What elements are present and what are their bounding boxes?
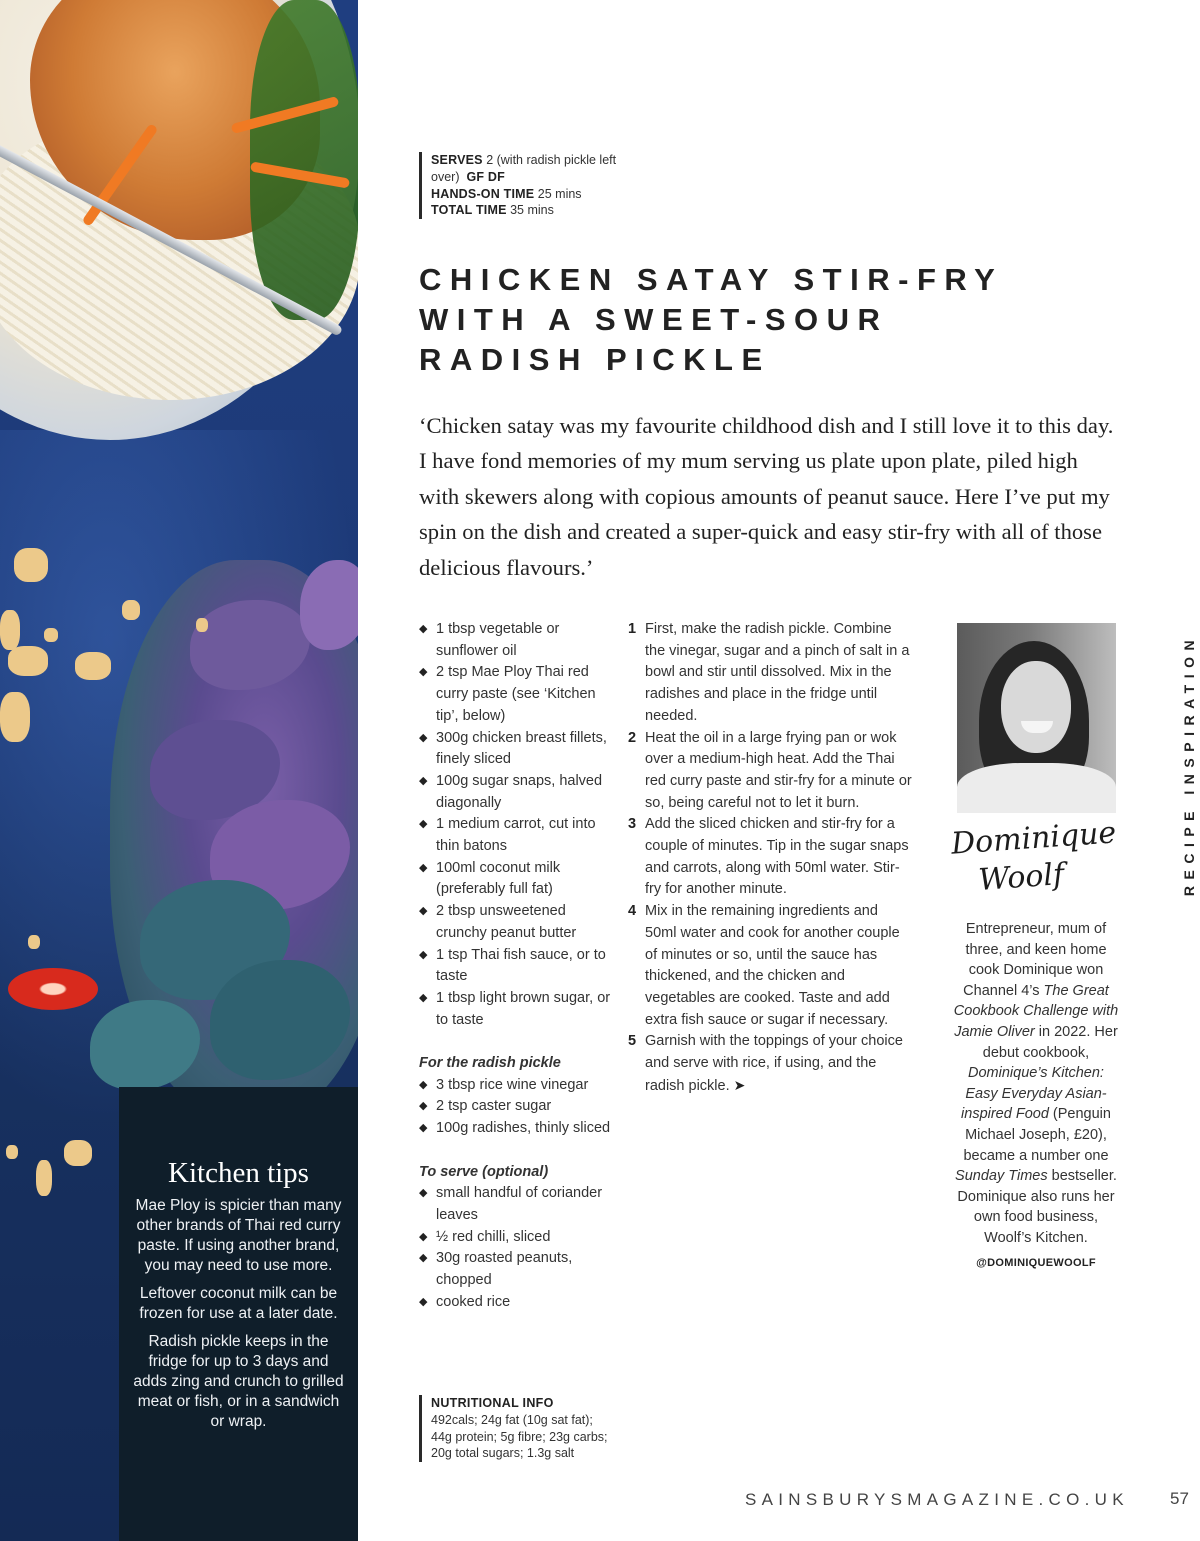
peanut xyxy=(75,652,111,680)
ingredient-item: ◆ 3 tbsp rice wine vinegar xyxy=(419,1075,619,1097)
intro-quote: ‘Chicken satay was my favourite childhood dish and I still love it to this day. I have fond memories of my mum serving us plate upon plate, piled high with skewers along with copious amounts of peanut sauce. Here I’ve put my spin on the dish and created a super-quick and easy stir-fry with all of those delicious flavours.’ xyxy=(419,413,1114,580)
ingredient-item: ◆ small handful of coriander leaves xyxy=(419,1183,619,1226)
method-step xyxy=(628,728,913,815)
method-step xyxy=(628,814,913,901)
serves-value: 2 (with radish pickle left over) xyxy=(431,153,617,184)
recipe-meta xyxy=(419,152,641,219)
pickle-heading: For the radish pickle xyxy=(419,1055,561,1072)
ingredient-item: ◆ 100g radishes, thinly sliced xyxy=(419,1118,619,1140)
ingredient-item: ◆ 1 medium carrot, cut into thin batons xyxy=(419,814,619,857)
section-label: RECIPE INSPIRATION xyxy=(1181,633,1197,897)
ingredient-item: ◆ 2 tsp Mae Ploy Thai red curry paste (see ‘Kitchen tip’, below) xyxy=(419,662,619,727)
serves-label: SERVES xyxy=(431,153,483,167)
ingredient-item: ◆ 1 tbsp light brown sugar, or to taste xyxy=(419,988,619,1031)
step-text: Garnish with the toppings of your choice and serve with rice, if using, and the radish pickle. xyxy=(645,1033,903,1094)
method-list xyxy=(628,619,913,1097)
ingredient-item: ◆ 1 tbsp vegetable or sunflower oil xyxy=(419,619,619,662)
title-line: CHICKEN SATAY STIR-FRY xyxy=(419,262,1004,297)
author-bio xyxy=(950,919,1122,1273)
peanut xyxy=(28,935,40,949)
title-line: RADISH PICKLE xyxy=(419,342,771,377)
diet-tags: GF DF xyxy=(466,169,505,184)
peanut xyxy=(44,628,58,642)
red-chilli-slice xyxy=(8,968,98,1010)
bio-newspaper: Sunday Times xyxy=(955,1168,1048,1185)
bio-book-title: Dominique’s Kitchen: Easy Everyday Asian-inspired Food xyxy=(961,1065,1107,1123)
sugar-snaps xyxy=(250,0,358,320)
ingredient-item: ◆ ½ red chilli, sliced xyxy=(419,1227,619,1249)
nutrition-line: 44g protein; 5g fibre; 23g carbs; xyxy=(431,1429,608,1444)
total-value: 35 mins xyxy=(510,203,554,218)
step-number: 3 xyxy=(628,816,637,833)
kitchen-tips-title: Kitchen tips xyxy=(168,1157,309,1189)
ingredients-list xyxy=(419,619,619,1313)
serve-heading: To serve (optional) xyxy=(419,1163,549,1180)
ingredient-item: ◆ 1 tsp Thai fish sauce, or to taste xyxy=(419,945,619,988)
peanut xyxy=(6,1145,18,1159)
peanut xyxy=(0,692,30,742)
step-number: 1 xyxy=(628,621,637,637)
peanut xyxy=(64,1140,92,1166)
author-handle: @DOMINIQUEWOOLF xyxy=(976,1256,1096,1269)
step-text: Heat the oil in a large frying pan or wok over a medium-high heat. Add the Thai red curry paste and stir-fry for a minute or so, being careful not to let it burn. xyxy=(645,729,912,811)
step-text: First, make the radish pickle. Combine the vinegar, sugar and a pinch of salt in a bowl and stir until dissolved. Mix in the radishes and place in the fridge until needed. xyxy=(645,621,910,724)
peanut xyxy=(8,646,48,676)
step-number: 4 xyxy=(628,903,637,920)
kitchen-tips-box xyxy=(119,1087,358,1541)
bio-text: Entrepreneur, mum of three, and keen home cook Dominique won Channel 4’s xyxy=(963,921,1107,999)
kitchen-tip: Leftover coconut milk can be frozen for use at a later date. xyxy=(139,1285,338,1322)
recipe-title xyxy=(419,260,1119,380)
end-arrow-icon: ➤ xyxy=(733,1076,746,1093)
nutrition-line: 492cals; 24g fat (10g sat fat); xyxy=(431,1412,593,1427)
nutrition-heading: NUTRITIONAL INFO xyxy=(431,1396,554,1410)
peanut xyxy=(0,610,20,650)
food-photo xyxy=(0,0,358,1541)
signature-last: Woolf xyxy=(977,857,1066,898)
method-step xyxy=(628,901,913,1031)
step-number: 2 xyxy=(628,729,637,746)
author-signature xyxy=(938,813,1133,902)
ingredient-item: ◆ 30g roasted peanuts, chopped xyxy=(419,1248,619,1291)
peanut xyxy=(122,600,140,620)
handson-label: HANDS-ON TIME xyxy=(431,186,535,201)
handson-value: 25 mins xyxy=(537,186,582,201)
page-number: 57 xyxy=(1170,1489,1189,1508)
step-text: Add the sliced chicken and stir-fry for a couple of minutes. Tip in the sugar snaps and carrots, along with 50ml water. Stir-fry for another minute. xyxy=(645,816,909,898)
step-text: Mix in the remaining ingredients and 50ml water and cook for another couple of minutes or so, until the sauce has thickened, and the chicken and vegetables are cooked. Taste and add extra fish sauce or sugar if necessary. xyxy=(645,903,900,1028)
peanut xyxy=(196,618,208,632)
signature-first: Dominique xyxy=(949,815,1118,862)
ingredient-item: ◆ 2 tbsp unsweetened crunchy peanut butter xyxy=(419,901,619,944)
footer-website: SAINSBURYSMAGAZINE.CO.UK xyxy=(745,1490,1129,1509)
title-line: WITH A SWEET-SOUR xyxy=(419,302,889,337)
ingredient-item: ◆ cooked rice xyxy=(419,1292,619,1314)
peanut xyxy=(14,548,48,582)
method-step xyxy=(628,1031,913,1097)
ingredient-item: ◆ 100ml coconut milk (preferably full fat) xyxy=(419,858,619,901)
bio-text: in 2022. Her debut cookbook, xyxy=(982,1023,1118,1061)
peanut xyxy=(36,1160,52,1196)
ingredient-item: ◆ 300g chicken breast fillets, finely sliced xyxy=(419,728,619,771)
nutritional-info xyxy=(419,1395,671,1462)
kitchen-tip: Radish pickle keeps in the fridge for up to 3 days and adds zing and crunch to grilled meat or fish, or in a sandwich or wrap. xyxy=(133,1333,344,1430)
method-step xyxy=(628,619,913,728)
total-label: TOTAL TIME xyxy=(431,203,507,218)
kitchen-tip: Mae Ploy is spicier than many other brands of Thai red curry paste. If using another brand, you may need to use more. xyxy=(135,1197,342,1274)
author-portrait xyxy=(957,623,1116,813)
step-number: 5 xyxy=(628,1033,637,1050)
bio-text: (Penguin Michael Joseph, £20), became a number one xyxy=(963,1106,1111,1164)
bio-text: bestseller. Dominique also runs her own food business, Woolf’s Kitchen. xyxy=(957,1168,1117,1246)
bio-show-title: The Great Cookbook Challenge with Jamie Oliver xyxy=(953,982,1119,1040)
nutrition-line: 20g total sugars; 1.3g salt xyxy=(431,1446,575,1461)
ingredient-item: ◆ 2 tsp caster sugar xyxy=(419,1096,619,1118)
ingredient-item: ◆ 100g sugar snaps, halved diagonally xyxy=(419,771,619,814)
